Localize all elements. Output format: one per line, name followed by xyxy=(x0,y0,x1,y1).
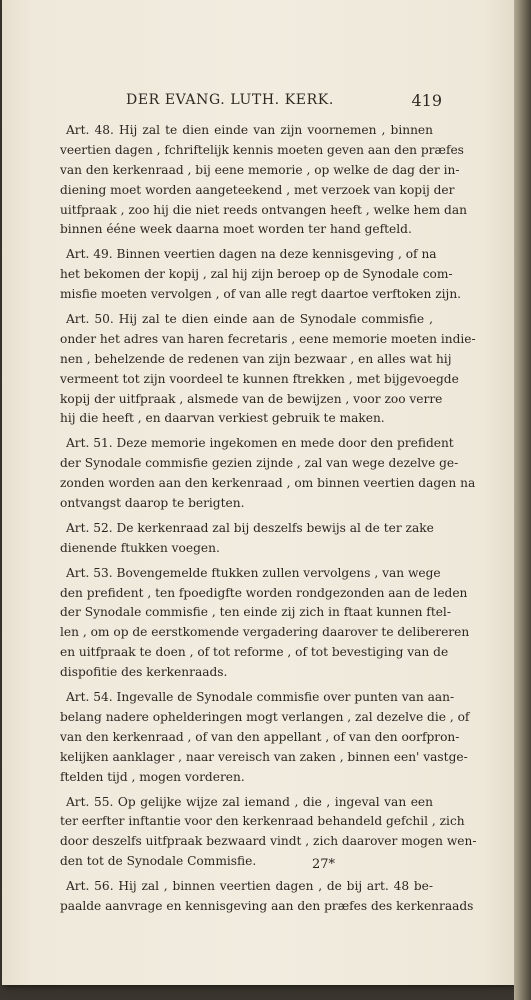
body-text xyxy=(60,121,477,917)
text-line: Art. 56. Hij zal , binnen veertien dagen , de bij art. 48 be- xyxy=(66,879,433,894)
running-head: DER EVANG. LUTH. KERK. xyxy=(126,92,334,108)
text-line: onder het adres van haren fecretaris , eene memorie moeten indie- xyxy=(60,331,476,346)
text-line: zonden worden aan den kerkenraad , om binnen veertien dagen na xyxy=(60,476,476,491)
text-line: ontvangst daarop te berigten. xyxy=(60,496,245,511)
text-line: hij die heeft , en daarvan verkiest gebruik te maken. xyxy=(60,411,385,426)
text-line: het bekomen der kopij , zal hij zijn beroep op de Synodale com- xyxy=(60,267,453,282)
text-line: ftelden tijd , mogen vorderen. xyxy=(60,769,245,784)
text-line: Art. 51. Deze memorie ingekomen en mede door den prefident xyxy=(66,436,454,451)
article-paragraph xyxy=(60,310,476,429)
text-line: Art. 50. Hij zal te dien einde aan de Synodale commisfie , xyxy=(66,312,433,327)
text-line: paalde aanvrage en kennisgeving aan den præfes des kerkenraads xyxy=(60,898,474,913)
page-header xyxy=(68,92,440,114)
text-line: Art. 53. Bovengemelde ftukken zullen vervolgens , van wege xyxy=(66,565,441,580)
text-line: len , om op de eerstkomende vergadering daarover te delibereren xyxy=(60,625,470,640)
text-line: den prefident , ten fpoedigfte worden rondgezonden aan de leden xyxy=(60,585,468,600)
article-paragraph xyxy=(60,688,470,787)
text-line: Art. 54. Ingevalle de Synodale commisfie over punten van aan- xyxy=(66,690,455,705)
text-line: van den kerkenraad , of van den appellant , of van den oorfpron- xyxy=(60,729,460,744)
text-line: diening moet worden aangeteekend , met verzoek van kopij der xyxy=(60,182,455,197)
article-paragraph xyxy=(60,793,477,873)
article-paragraph xyxy=(60,877,474,917)
page-edge-shadow xyxy=(514,0,531,1000)
text-line: dispofitie des kerkenraads. xyxy=(60,665,228,680)
text-line: vermeent tot zijn voordeel te kunnen ftrekken , met bijgevoegde xyxy=(60,371,459,386)
book-page xyxy=(2,0,514,985)
text-line: misfie moeten vervolgen , of van alle regt daartoe verftoken zijn. xyxy=(60,287,462,302)
text-line: den tot de Synodale Commisfie. xyxy=(60,854,257,869)
text-line: belang nadere ophelderingen mogt verlangen , zal dezelve die , of xyxy=(60,709,470,724)
text-line: en uitfpraak te doen , of tot reforme , of tot bevestiging van de xyxy=(60,645,449,660)
text-line: kopij der uitfpraak , alsmede van de bewijzen , voor zoo verre xyxy=(60,391,443,406)
text-line: van den kerkenraad , bij eene memorie , op welke de dag der in- xyxy=(60,162,460,177)
text-line: door deszelfs uitfpraak bezwaard vindt , zich daarover mogen wen- xyxy=(60,834,477,849)
article-paragraph xyxy=(60,245,462,305)
text-line: Art. 48. Hij zal te dien einde van zijn voornemen , binnen xyxy=(66,123,433,137)
text-line: veertien dagen , fchriftelijk kennis moeten geven aan den præfes xyxy=(60,142,464,157)
page-number: 419 xyxy=(411,91,442,110)
text-line: dienende ftukken voegen. xyxy=(60,540,220,555)
text-line: uitfpraak , zoo hij die niet reeds ontvangen heeft , welke hem dan xyxy=(60,202,467,217)
text-line: Art. 52. De kerkenraad zal bij deszelfs bewijs al de ter zake xyxy=(66,520,434,535)
article-paragraph xyxy=(60,121,467,240)
text-line: Art. 55. Op gelijke wijze zal iemand , die , ingeval van een xyxy=(66,794,433,809)
text-line: Art. 49. Binnen veertien dagen na deze kennisgeving , of na xyxy=(66,247,437,262)
text-line: der Synodale commisfie gezien zijnde , zal van wege dezelve ge- xyxy=(60,456,459,471)
article-paragraph xyxy=(60,564,470,683)
text-line: kelijken aanklager , naar vereisch van zaken , binnen een' vastge- xyxy=(60,749,468,764)
text-line: binnen ééne week daarna moet worden ter hand gefteld. xyxy=(60,222,412,237)
text-line: der Synodale commisfie , ten einde zij zich in ftaat kunnen ftel- xyxy=(60,605,451,620)
article-paragraph xyxy=(60,519,433,559)
signature-mark: 27* xyxy=(312,857,336,872)
article-paragraph xyxy=(60,434,476,514)
text-line: ter eerfter inftantie voor den kerkenraad behandeld gefchil , zich xyxy=(60,814,465,829)
text-line: nen , behelzende de redenen van zijn bezwaar , en alles wat hij xyxy=(60,351,452,366)
